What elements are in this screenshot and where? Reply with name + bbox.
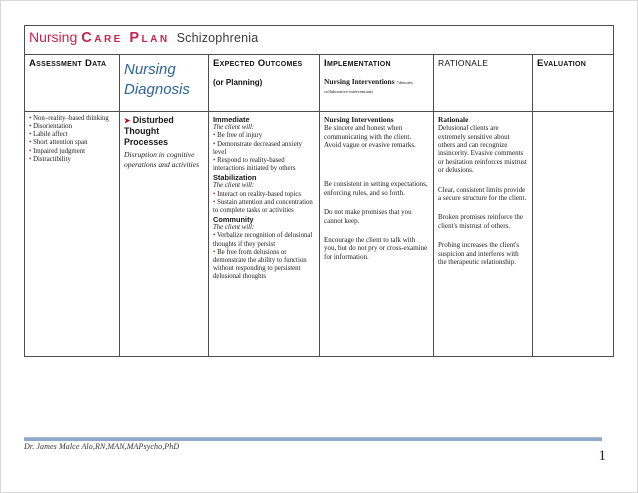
text-block: Probing increases the client's suspicion and interferes with the therapeutic relationship.: [438, 241, 520, 266]
bullet-icon: •: [213, 198, 218, 206]
header-label: Evaluation: [537, 58, 587, 69]
header-assessment-data: [25, 55, 120, 112]
spacer: [438, 202, 528, 213]
bullet-icon: •: [213, 140, 218, 148]
assessment-list: [29, 115, 115, 164]
text-block: The client will:: [213, 124, 255, 132]
header-sublabel: [324, 77, 429, 95]
header-nursing-diagnosis: [120, 55, 209, 112]
header-label: RATIONALE: [438, 58, 489, 68]
text-block: Encourage the client to talk with you, but do not pry or cross-examine for information.: [324, 235, 428, 261]
text-block: Rationale: [438, 115, 469, 124]
text-block: Stabilization: [213, 173, 257, 183]
spacer: [324, 225, 429, 236]
footer-divider-line: [24, 437, 602, 441]
bullet-item: • Short attention span: [29, 139, 88, 147]
bullet-icon: •: [29, 139, 34, 147]
header-row: [25, 55, 614, 112]
title-prefix: Nursing: [29, 29, 78, 45]
bullet-item: • Respond to reality-based interactions initiated by others: [213, 156, 296, 173]
spacer: [438, 230, 528, 241]
bullet-item: • Interact on reality-based topics: [213, 190, 302, 198]
diagnosis-title: [124, 115, 204, 148]
footer-author: Dr. James Malce Alo,RN,MAN,MAPsycho,PhD: [24, 442, 180, 451]
header-label: Assessment Data: [29, 58, 107, 69]
bullet-icon: •: [29, 131, 34, 139]
spacer: [438, 175, 528, 186]
bullet-item: • Be free from delusions or demonstrate the ability to function without responding to persistent delusional thoughts: [213, 248, 307, 281]
interventions-label: Nursing Interventions: [324, 77, 395, 86]
content-row: [25, 112, 614, 357]
cell-nursing-diagnosis: [120, 112, 209, 357]
text-block: Immediate: [213, 115, 250, 124]
text-block: The client will:: [213, 224, 255, 232]
bullet-item: • Sustain attention and concentration to complete tasks or activities: [213, 198, 313, 214]
bullet-icon: •: [213, 156, 218, 164]
bullet-item: • Disorientation: [29, 123, 72, 131]
bullet-icon: •: [29, 123, 34, 131]
bullet-icon: •: [29, 147, 34, 155]
text-block: Broken promises reinforce the client's mistrust of others.: [438, 213, 523, 230]
bullet-icon: •: [213, 190, 218, 198]
bullet-item: • Distractibility: [29, 155, 71, 163]
text-block: Do not make promises that you cannot keep.: [324, 208, 412, 225]
outcomes-content: [213, 115, 315, 281]
bullet-item: • Verbalize recognition of delusional thoughts if they persist: [213, 232, 313, 248]
cell-expected-outcomes: [209, 112, 320, 357]
text-block: Be sincere and honest when communicating with the client. Avoid vague or evasive remarks.: [324, 124, 416, 150]
header-label: Expected Outcomes: [213, 58, 303, 69]
bullet-item: • Non–reality–based thinking: [29, 115, 109, 122]
title-subject: Schizophrenia: [176, 31, 259, 45]
text-block: Delusional clients are extremely sensitive about others and can recognize insincerity. Evasive comments or hesitation reinforces mistrust or delusions.: [438, 124, 527, 175]
bullet-item: • Labile affect: [29, 131, 68, 139]
header-expected-outcomes: [209, 55, 320, 112]
interventions-note: *denotes collaborative interventions: [324, 80, 413, 94]
diagnosis-name: Disturbed Thought Processes: [124, 115, 174, 147]
bullet-icon: •: [29, 115, 34, 122]
cell-implementation: [320, 112, 434, 357]
text-block: The client will:: [213, 182, 255, 190]
bullet-icon: •: [29, 155, 34, 163]
bullet-item: • Impaired judgment: [29, 147, 85, 155]
text-block: Be consistent in setting expectations, enforcing rules, and so forth.: [324, 180, 428, 197]
care-plan-table: [24, 25, 614, 357]
arrow-bullet-icon: ➤: [124, 116, 131, 125]
header-sublabel: (or Planning): [213, 78, 263, 87]
cell-assessment-data: [25, 112, 120, 357]
bullet-item: • Be free of injury: [213, 132, 263, 140]
header-label: Nursing Diagnosis: [124, 61, 190, 98]
bullet-icon: •: [213, 132, 218, 140]
header-evaluation: [533, 55, 614, 112]
bullet-icon: •: [213, 232, 217, 240]
text-block: Nursing Interventions: [324, 115, 394, 124]
rationale-content: [438, 115, 528, 266]
header-label: Implementation: [324, 58, 391, 69]
cell-rationale: [434, 112, 533, 357]
diagnosis-definition: Disruption in cognitive operations and activities: [124, 149, 200, 169]
title-care-plan: Care Plan: [81, 30, 170, 46]
implementation-content: [324, 115, 429, 261]
header-rationale: [434, 55, 533, 112]
spacer: [324, 149, 429, 180]
bullet-icon: •: [213, 248, 218, 256]
text-block: Community: [213, 215, 254, 225]
title-row: [25, 26, 614, 55]
text-block: Clear, consistent limits provide a secure structure for the client.: [438, 185, 527, 202]
document-title: [25, 26, 614, 55]
header-implementation: [320, 55, 434, 112]
page-number: 1: [598, 448, 606, 464]
bullet-item: • Demonstrate decreased anxiety level: [213, 140, 303, 156]
cell-evaluation: [533, 112, 614, 357]
spacer: [324, 197, 429, 208]
